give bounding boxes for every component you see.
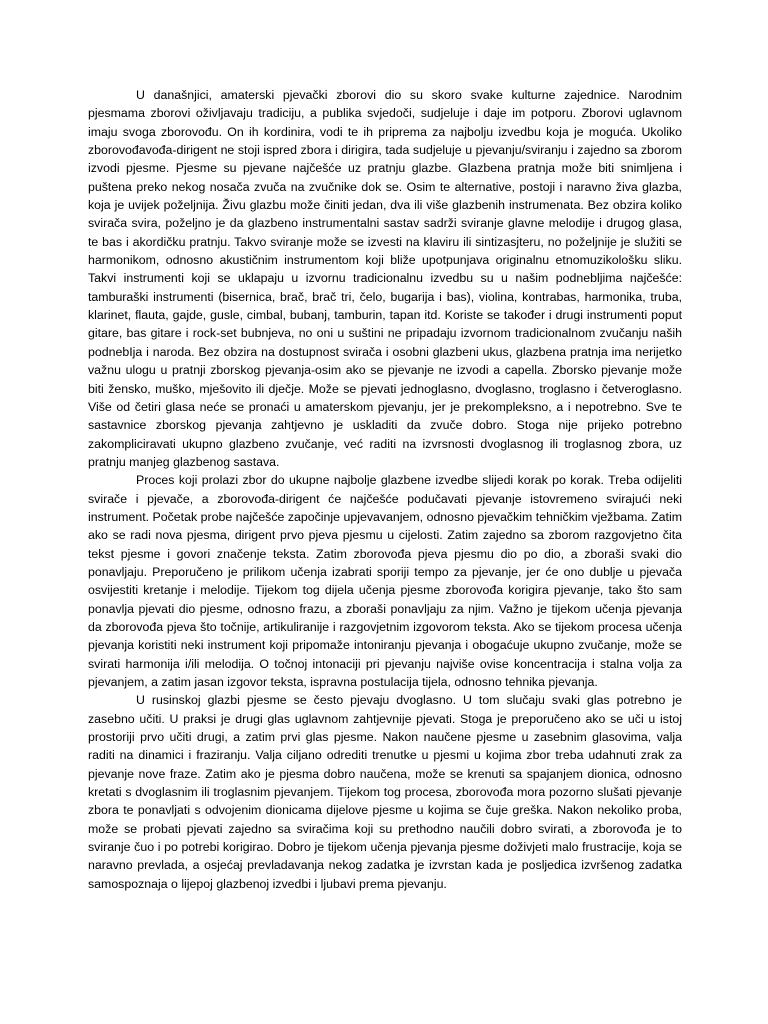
paragraph-1: U današnjici, amaterski pjevački zborovi dio su skoro svake kulturne zajednice. Narodnim pjesmama zborovi oživljavaju tradiciju, a publika svjedoči, sudjeluje i daje im potporu. Zborovi uglavnom imaju svoga zborovođu. On ih kordinira, vodi te ih priprema za najbolju izvedbu koja je moguća. Ukoliko zborovođavođa-dirigent ne stoji ispred zbora i dirigira, tada sudjeluje u pjevanju/sviranju i zajedno sa zborom izvodi pjesme. Pjesme su pjevane najčešće uz pratnju glazbe. Glazbena pratnja može biti snimljena i puštena preko nekog nosača zvuča na zvučnike dok se. Osim te alternative, postoji i naravno živa glazba, koja je uvijek poželjnija. Živu glazbu može činiti jedan, dva ili više glazbenih instrumenata. Bez obzira koliko svirača svira, poželjno je da glazbeno instrumentalni sastav sadrži sviranje glavne melodije i drugog glasa, te bas i akordičku pratnju. Takvo sviranje može se izvesti na klaviru ili sintizasjteru, no poželjnije je služiti se harmonikom, odnosno akustičnim instrumentom koji bliže upotpunjava originalnu etnomuzikološku sliku. Takvi instrumenti koji se uklapaju u izvornu tradicionalnu izvedbu su u našim podnebljima najčešće: tamburaški instrumenti (bisernica, brač, brač tri, čelo, bugarija i bas), violina, kontrabas, harmonika, truba, klarinet, flauta, gajde, gusle, cimbal, bubanj, tamburin, tapan itd. Koriste se također i drugi instrumenti poput gitare, bas gitare i rock-set bubnjeva, no oni u suštini ne pripadaju izvornom tradicionalnom zvučanju naših podnebIja i naroda. Bez obzira na dostupnost svirača i osobni glazbeni ukus, glazbena pratnja ima nerijetko važnu ulogu u pratnji zborskog pjevanja-osim ako se pjevanje ne izvodi a capella. Zborsko pjevanje može biti žensko, muško, mješovito ili dječje. Može se pjevati jednoglasno, dvoglasno, troglasno i četveroglasno. Više od četiri glasa neće se pronaći u amaterskom pjevanju, jer je prekompleksno, a i nepotrebno. Sve te sastavnice zborskog pjevanja zahtjevno je uskladiti da zvuče dobro. Stoga nije prijeko potrebno zakomplicirаvati ukupno glazbeno zvučanje, već raditi na izvrsnosti dvoglasnog ili troglasnog zbora, uz pratnju manjeg glazbenog sastava.: [88, 88, 682, 469]
document-body: [88, 86, 682, 893]
paragraph-3: U rusinskoj glazbi pjesme se često pjevaju dvoglasno. U tom slučaju svaki glas potrebno je zasebno učiti. U praksi je drugi glas uglavnom zahtjevnije pjevati. Stoga je preporučeno ako se uči u istoj prostoriji prvo učiti drugi, a zatim prvi glas pjesme. Nakon naučene pjesme u zasebnim glasovima, valja raditi na dinamici i fraziranju. Valja ciljano odrediti trenutke u pjesmi u kojima zbor treba udahnuti zrak za pjevanje nove fraze. Zatim ako je pjesma dobro naučena, može se krenuti sa spajanjem dionica, odnosno kretati s dvoglasnim ili troglasnim pjevanjem. Tijekom tog procesa, zborovođa mora pozorno slušati pjevanje zbora te ponavljati s odvojenim dionicama dijelove pjesme u kojima se čuje greška. Nakon nekoliko proba, može se probati pjevati zajedno sa sviračima koji su prethodno naučili dobro svirati, a zborovođa je to sviranje čuo i po potrebi korigirao. Dobro je tijekom učenja pjevanja pjesme doživjeti malo frustracije, koja se naravno prevlada, a osjećaj prevladavanja nekog zadatka je izvrstan kada je posljedica izvršenog zadatka samospoznaja o lijepoj glazbenoj izvedbi i ljubavi prema pjevanju.: [88, 693, 682, 891]
paragraph-2: Proces koji prolazi zbor do ukupne najbolje glazbene izvedbe slijedi korak po korak. Treba odijeliti svirače i pjevače, a zborovođa-dirigent će najčešće podučavati pjevanje istovremeno svirajući neki instrument. Početak probe najčešće započinje upjevavanjem, odnosno pjevačkim tehničkim vježbama. Zatim ako se radi nova pjesma, dirigent prvo pjeva pjesmu u cijelosti. Zatim zajedno sa zborom razgovjetno čita tekst pjesme i govori značenje teksta. Zatim zborovođa pjeva pjesmu dio po dio, a zboraši svaki dio ponavljaju. Preporučeno je prilikom učenja izabrati sporiji tempo za pjevanje, jer će ono dublje u pjevača osvijestiti kretanje i melodije. Tijekom tog dijela učenja pjesme zborovođa korigira pjevanje, tako što sam ponavlja pjevati dio pjesme, odnosno frazu, a zboraši ponavljaju za njim. Važno je tijekom učenja pjevanja da zborovođa pjeva što točnije, artikulirаnije i razgovjetnim izgovorom teksta. Ako se tijekom procesa učenja pjevanja koristiti neki instrument koji pripomaže intoniranju pjevanja i obogaćuje ukupno zvučanje, može se svirati harmonija i/ili melodija. O točnoj intonaciji pri pjevanju najviše ovise koncentracija i stalna volja za pjevanjem, a zatim jasan izgovor teksta, ispravna postulacija tijela, odnosno tehnika pjevanja.: [88, 473, 682, 689]
